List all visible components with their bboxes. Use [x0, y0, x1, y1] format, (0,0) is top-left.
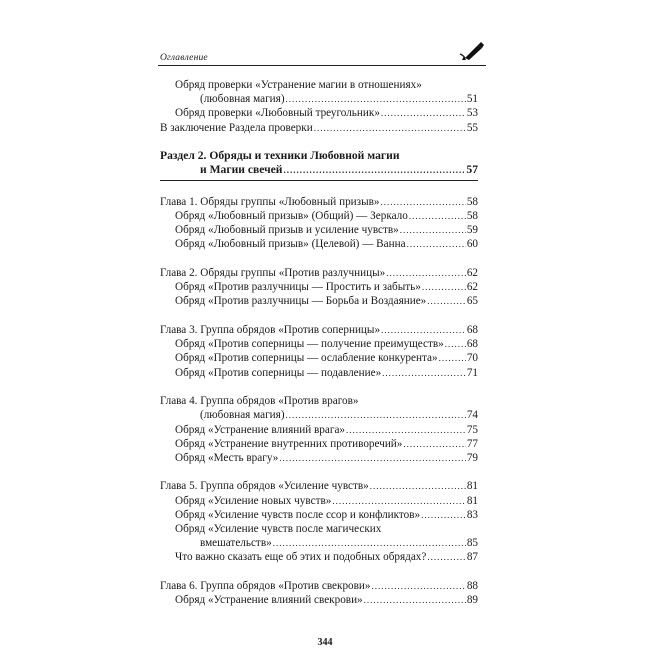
- toc-page-number: 62: [466, 281, 478, 294]
- toc-entry-title: Глава 5. Группа обрядов «Усиление чувств»: [160, 480, 369, 493]
- toc-page-number: 70: [466, 352, 478, 365]
- toc-entry[interactable]: [160, 351, 478, 365]
- dot-leader: [279, 451, 466, 465]
- toc-entry-title: Обряд «Любовный призыв» (Целевой) — Ванна: [175, 238, 406, 251]
- toc-entry[interactable]: [160, 550, 478, 564]
- toc-page-number: 60: [466, 238, 478, 251]
- toc-entry[interactable]: [160, 294, 478, 308]
- toc-page-number: 57: [466, 163, 478, 177]
- dot-leader: [400, 223, 466, 237]
- dot-leader: [427, 294, 466, 308]
- dot-leader: [364, 593, 466, 607]
- section-gap: [160, 309, 478, 323]
- toc-entry[interactable]: [160, 479, 478, 493]
- toc-entry[interactable]: [160, 92, 478, 106]
- toc-entry-title: Обряд «Устранение влияний врага»: [175, 423, 346, 436]
- section-gap: [160, 181, 478, 195]
- toc-entry[interactable]: [160, 579, 478, 593]
- dot-leader: [422, 280, 466, 294]
- section-gap: [160, 465, 478, 479]
- dot-leader: [445, 337, 466, 351]
- toc-entry[interactable]: [160, 366, 478, 380]
- toc-page-number: 79: [466, 451, 478, 464]
- toc-entry-title: Что важно сказать еще об этих и подобных обрядах?: [175, 551, 427, 564]
- toc-entry[interactable]: [160, 209, 478, 223]
- toc-entry-title: В заключение Раздела проверки: [160, 121, 313, 134]
- toc-page-number: 55: [466, 121, 478, 134]
- toc-entry[interactable]: [160, 280, 478, 294]
- dot-leader: [372, 579, 466, 593]
- dot-leader: [283, 163, 465, 177]
- running-header-title: Оглавление: [160, 53, 208, 63]
- toc-entry-title: Обряд «Усиление чувств после ссор и конфликтов»: [175, 508, 421, 521]
- dot-leader: [409, 209, 466, 223]
- section-gap: [160, 380, 478, 394]
- header-rule: [158, 65, 486, 66]
- dot-leader: [381, 323, 466, 337]
- toc-entry-title: Обряд «Против соперницы — получение преимуществ»: [175, 338, 444, 351]
- toc-page-number: 71: [466, 366, 478, 379]
- toc-entry[interactable]: [160, 394, 478, 408]
- toc-entry-title: Глава 4. Группа обрядов «Против врагов»: [160, 395, 359, 408]
- table-of-contents: [160, 78, 478, 607]
- toc-page-number: 59: [466, 224, 478, 237]
- dot-leader: [380, 195, 465, 209]
- dot-leader: [346, 423, 466, 437]
- toc-entry-title: Глава 3. Группа обрядов «Против соперницы»: [160, 324, 381, 336]
- toc-entry[interactable]: [160, 323, 478, 337]
- toc-entry-title: Обряд проверки «Устранение магии в отношениях»: [175, 79, 422, 91]
- toc-page-number: 68: [466, 338, 478, 351]
- dot-leader: [403, 437, 465, 451]
- toc-page-number: 77: [466, 437, 478, 450]
- toc-entry[interactable]: [160, 423, 478, 437]
- toc-entry[interactable]: [160, 593, 478, 607]
- ink-pen-icon: [456, 40, 486, 64]
- dot-leader: [427, 550, 465, 564]
- toc-page-number: 85: [466, 537, 478, 550]
- toc-entry[interactable]: [160, 508, 478, 522]
- toc-entry[interactable]: [160, 522, 478, 536]
- dot-leader: [314, 121, 466, 135]
- toc-section-entry[interactable]: [160, 149, 478, 163]
- toc-page-number: 88: [466, 579, 478, 592]
- toc-entry-title: Глава 2. Обряды группы «Против разлучницы»: [160, 267, 386, 280]
- dot-leader: [286, 408, 466, 422]
- dot-leader: [386, 266, 466, 280]
- toc-entry-title: Обряд «Усиление чувств после магических: [175, 523, 382, 536]
- toc-entry[interactable]: [160, 266, 478, 280]
- toc-entry-title: Обряд «Против соперницы — ослабление конкурента»: [175, 352, 438, 365]
- toc-page-number: 65: [466, 295, 478, 308]
- toc-entry-title: вмешательств»: [200, 537, 272, 550]
- dot-leader: [273, 536, 466, 550]
- dot-leader: [439, 351, 466, 365]
- dot-leader: [370, 479, 466, 493]
- toc-entry[interactable]: [160, 78, 478, 92]
- toc-entry[interactable]: [160, 237, 478, 251]
- toc-page-number: 89: [466, 594, 478, 607]
- toc-page-number: 87: [466, 551, 478, 564]
- toc-entry[interactable]: [160, 195, 478, 209]
- toc-entry-title: Обряд «Усиление новых чувств»: [175, 494, 332, 507]
- toc-page-number: 53: [466, 107, 478, 120]
- dot-leader: [381, 106, 466, 120]
- toc-page-number: 68: [466, 324, 478, 336]
- dot-leader: [421, 508, 466, 522]
- toc-page-number: 58: [466, 195, 478, 208]
- toc-entry[interactable]: [160, 121, 478, 135]
- toc-page-number: 75: [466, 423, 478, 436]
- toc-entry-title: Обряд «Устранение влияний свекрови»: [175, 594, 363, 607]
- page-number: 344: [317, 637, 333, 648]
- toc-entry-title: Глава 1. Обряды группы «Любовный призыв»: [160, 195, 380, 208]
- toc-entry-title: Обряд «Против разлучницы — Простить и забыть»: [175, 281, 421, 294]
- toc-entry-title: Обряд «Против разлучницы — Борьба и Воздаяние»: [175, 295, 427, 308]
- toc-entry-title: (любовная магия): [200, 409, 285, 422]
- toc-page-number: 51: [466, 93, 478, 106]
- toc-entry[interactable]: [160, 536, 478, 550]
- toc-page-number: 58: [466, 210, 478, 223]
- section-gap: [160, 135, 478, 149]
- toc-entry[interactable]: [160, 408, 478, 422]
- dot-leader: [332, 494, 465, 508]
- dot-leader: [382, 366, 466, 380]
- toc-page-number: 81: [466, 494, 478, 507]
- dot-leader: [407, 237, 466, 251]
- toc-entry-title: Обряд «Любовный призыв и усиление чувств»: [175, 224, 399, 237]
- toc-entry[interactable]: [160, 223, 478, 237]
- toc-entry-title: Обряд «Любовный призыв» (Общий) — Зеркало: [175, 210, 408, 223]
- toc-entry-title: Глава 6. Группа обрядов «Против свекрови»: [160, 579, 371, 592]
- toc-entry[interactable]: [160, 106, 478, 120]
- toc-entry-title: Раздел 2. Обряды и техники Любовной магии: [160, 149, 400, 163]
- toc-entry-title: (любовная магия): [200, 93, 285, 106]
- toc-page-number: 83: [466, 508, 478, 521]
- toc-entry-title: Обряд «Против соперницы — подавление»: [175, 366, 382, 379]
- section-gap: [160, 565, 478, 579]
- toc-entry[interactable]: [160, 451, 478, 465]
- toc-entry[interactable]: [160, 494, 478, 508]
- section-gap: [160, 252, 478, 266]
- dot-leader: [286, 92, 466, 106]
- toc-entry[interactable]: [160, 337, 478, 351]
- toc-entry-title: Обряд «Устранение внутренних противоречий»: [175, 437, 403, 450]
- toc-entry[interactable]: [160, 437, 478, 451]
- toc-page-number: 62: [466, 267, 478, 280]
- toc-page-number: 74: [466, 409, 478, 422]
- toc-section-entry[interactable]: [160, 163, 478, 177]
- toc-page-number: 81: [466, 480, 478, 493]
- toc-entry-title: Обряд проверки «Любовный треугольник»: [175, 107, 380, 120]
- toc-entry-title: Обряд «Месть врагу»: [175, 451, 279, 464]
- toc-entry-title: и Магии свечей: [200, 163, 283, 177]
